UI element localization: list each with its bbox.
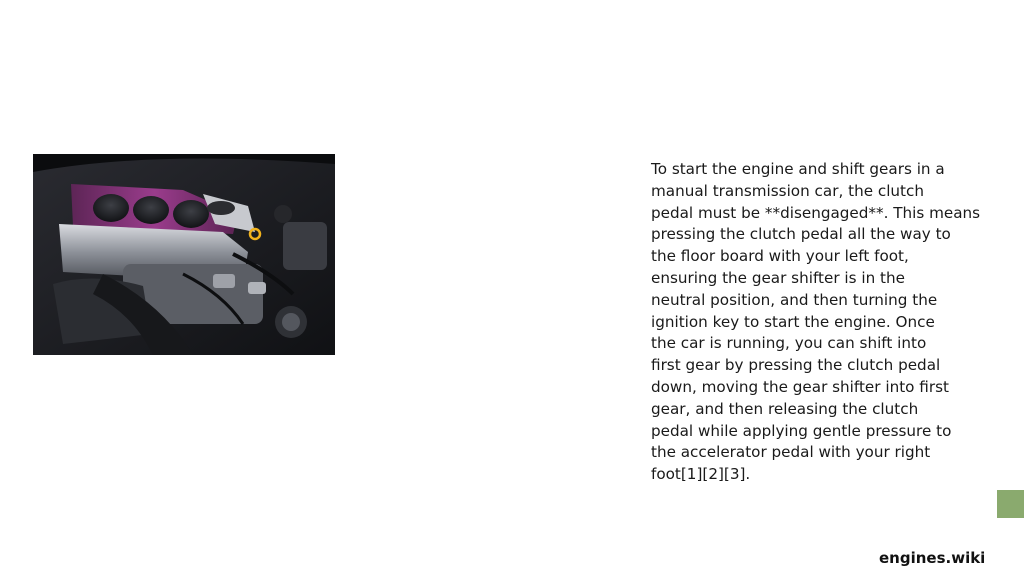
site-brand[interactable]: engines.wiki xyxy=(879,549,986,567)
accent-tab xyxy=(997,490,1024,518)
engine-photo-graphic xyxy=(33,154,335,355)
engine-photo xyxy=(33,154,335,355)
article-paragraph: To start the engine and shift gears in a manual transmission car, the clutch pedal must be **disengaged**. This means pressing the clutch pedal all the way to the floor board with your left foot, ensuring the gear shifter is in the neutral position, and then turning the ignition key to start the engine. Once the car is running, you can shift into first gear by pressing the clutch pedal down, moving the gear shifter into first gear, and then releasing the clutch pedal while applying gentle pressure to the accelerator pedal with your right foot[1][2][3]. xyxy=(651,160,981,484)
